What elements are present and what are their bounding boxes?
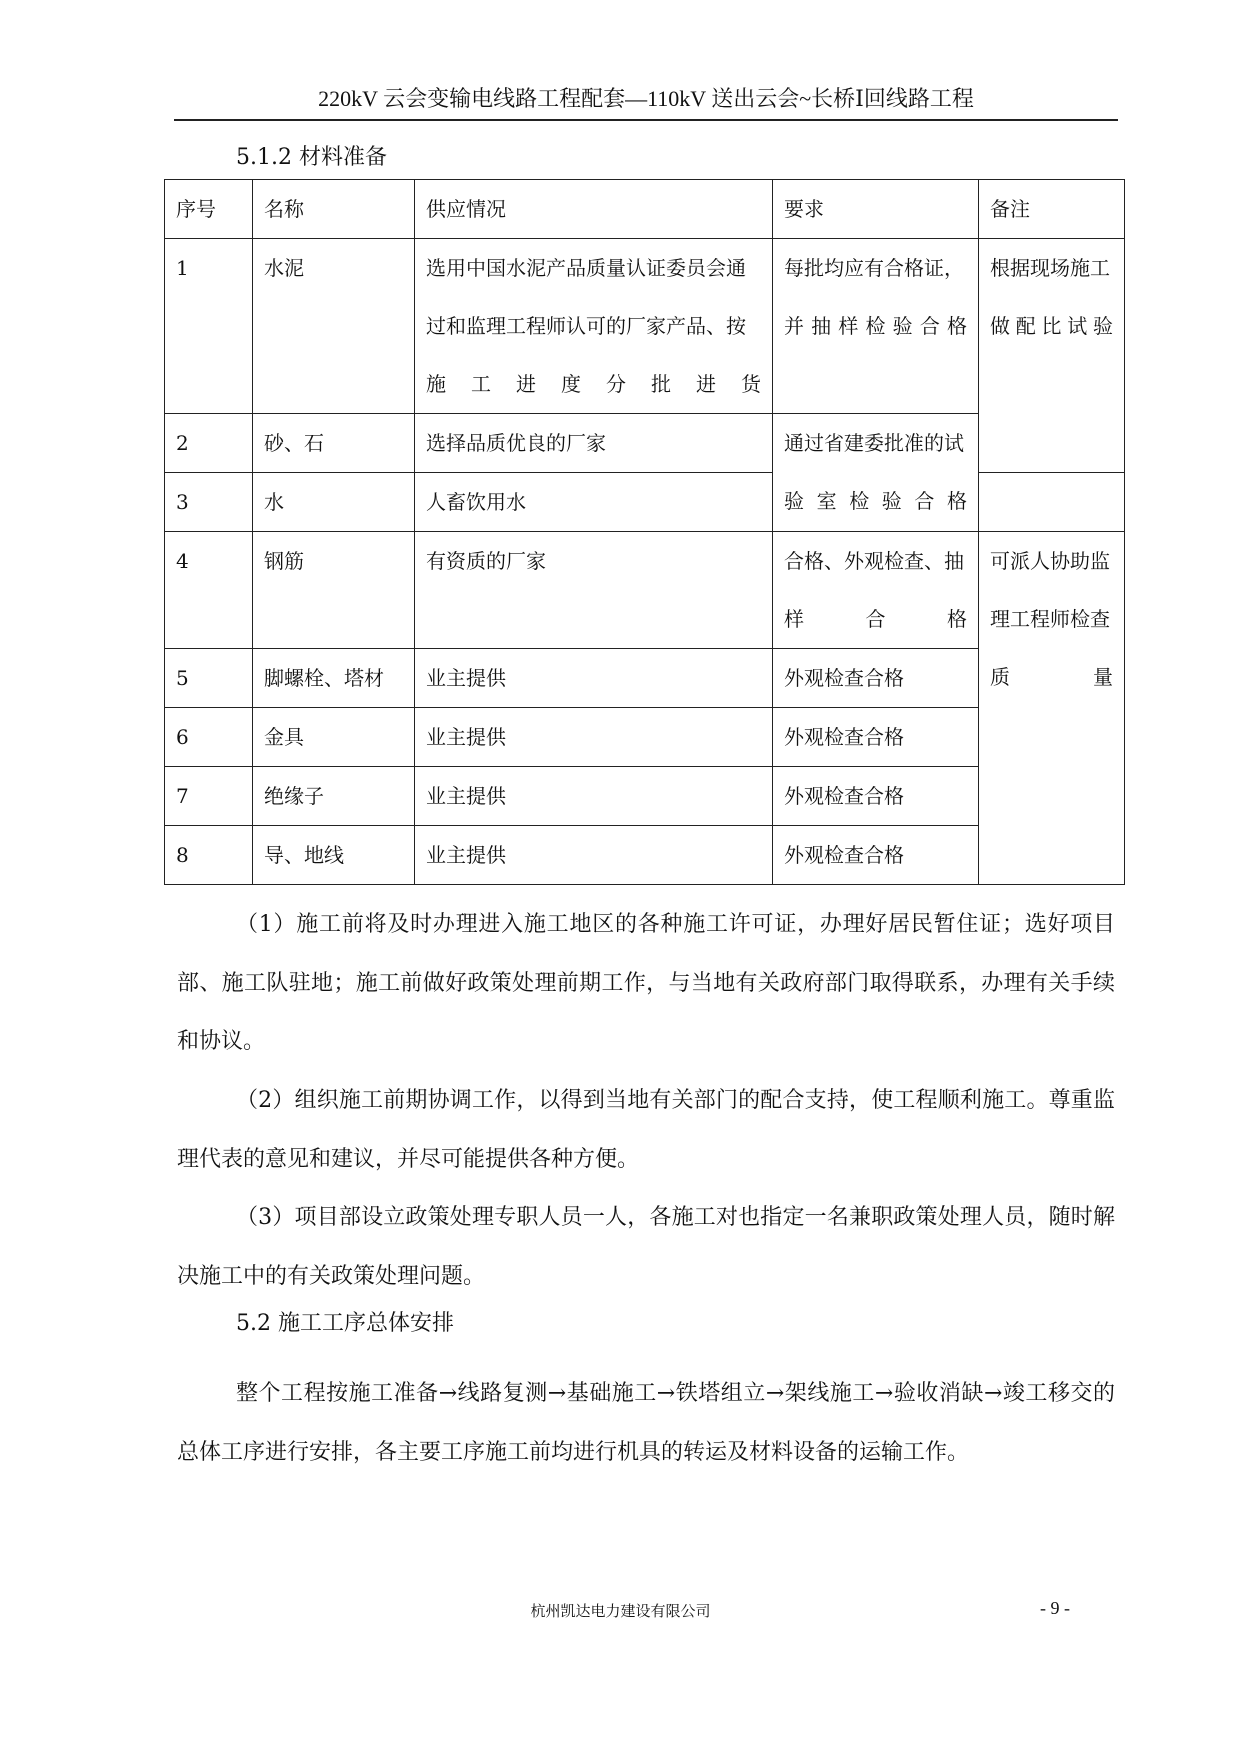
cell-no: 2 — [165, 414, 253, 473]
cell-supply: 业主提供 — [415, 767, 773, 826]
cell-note-empty — [979, 473, 1125, 532]
cell-name: 绝缘子 — [253, 767, 415, 826]
cell-name: 砂、石 — [253, 414, 415, 473]
table-row — [165, 532, 1125, 649]
cell-no: 4 — [165, 532, 253, 649]
cell-no: 7 — [165, 767, 253, 826]
section-heading-5-1-2: 5.1.2 材料准备 — [236, 145, 387, 170]
cell-supply: 业主提供 — [415, 826, 773, 885]
cell-name: 水泥 — [253, 239, 415, 414]
cell-requirement: 通过省建委批准的试验室检验合格 — [773, 414, 979, 532]
cell-requirement: 合格、外观检查、抽样合格 — [773, 532, 979, 649]
cell-no: 3 — [165, 473, 253, 532]
cell-supply: 有资质的厂家 — [415, 532, 773, 649]
cell-no: 8 — [165, 826, 253, 885]
column-header-name: 名称 — [253, 180, 415, 239]
column-header-requirement: 要求 — [773, 180, 979, 239]
cell-requirement: 外观检查合格 — [773, 826, 979, 885]
cell-requirement: 每批均应有合格证，并抽样检验合格 — [773, 239, 979, 414]
cell-no: 6 — [165, 708, 253, 767]
cell-name: 金具 — [253, 708, 415, 767]
cell-requirement: 外观检查合格 — [773, 767, 979, 826]
paragraph-process-overview: 整个工程按施工准备→线路复测→基础施工→铁塔组立→架线施工→验收消缺→竣工移交的总体工序进行安排，各主要工序施工前均进行机具的转运及材料设备的运输工作。 — [177, 1381, 1115, 1465]
cell-name: 脚螺栓、塔材 — [253, 649, 415, 708]
cell-name: 水 — [253, 473, 415, 532]
section-heading-5-2: 5.2 施工工序总体安排 — [236, 1311, 454, 1336]
column-header-no: 序号 — [165, 180, 253, 239]
footer-company: 杭州凯达电力建设有限公司 — [530, 1602, 711, 1620]
cell-supply: 选择品质优良的厂家 — [415, 414, 773, 473]
page-number: - 9 - — [1040, 1598, 1070, 1618]
column-header-note: 备注 — [979, 180, 1125, 239]
cell-supply: 业主提供 — [415, 649, 773, 708]
cell-supply: 人畜饮用水 — [415, 473, 773, 532]
header-rule — [174, 119, 1118, 121]
paragraph-permits: （1）施工前将及时办理进入施工地区的各种施工许可证，办理好居民暂住证；选好项目部、施工队驻地；施工前做好政策处理前期工作，与当地有关政府部门取得联系，办理有关手续和协议。 — [177, 912, 1115, 1054]
page-header: 220kV 云会变输电线路工程配套—110kV 送出云会~长桥Ⅰ回线路工程 — [318, 86, 974, 111]
table-row — [165, 239, 1125, 414]
cell-note: 根据现场施工做配比试验 — [979, 239, 1125, 473]
paragraph-policy-staff: （3）项目部设立政策处理专职人员一人，各施工对也指定一名兼职政策处理人员，随时解决施工中的有关政策处理问题。 — [177, 1205, 1115, 1289]
table-row — [165, 473, 1125, 532]
cell-note: 可派人协助监理工程师检查质量 — [979, 532, 1125, 885]
column-header-supply: 供应情况 — [415, 180, 773, 239]
materials-table — [164, 179, 1125, 885]
cell-requirement: 外观检查合格 — [773, 649, 979, 708]
cell-no: 1 — [165, 239, 253, 414]
cell-name: 导、地线 — [253, 826, 415, 885]
cell-supply: 选用中国水泥产品质量认证委员会通过和监理工程师认可的厂家产品、按施工进度分批进货 — [415, 239, 773, 414]
cell-requirement: 外观检查合格 — [773, 708, 979, 767]
table-header-row — [165, 180, 1125, 239]
paragraph-coordination: （2）组织施工前期协调工作，以得到当地有关部门的配合支持，使工程顺利施工。尊重监理代表的意见和建议，并尽可能提供各种方便。 — [177, 1088, 1115, 1172]
cell-name: 钢筋 — [253, 532, 415, 649]
cell-no: 5 — [165, 649, 253, 708]
cell-supply: 业主提供 — [415, 708, 773, 767]
